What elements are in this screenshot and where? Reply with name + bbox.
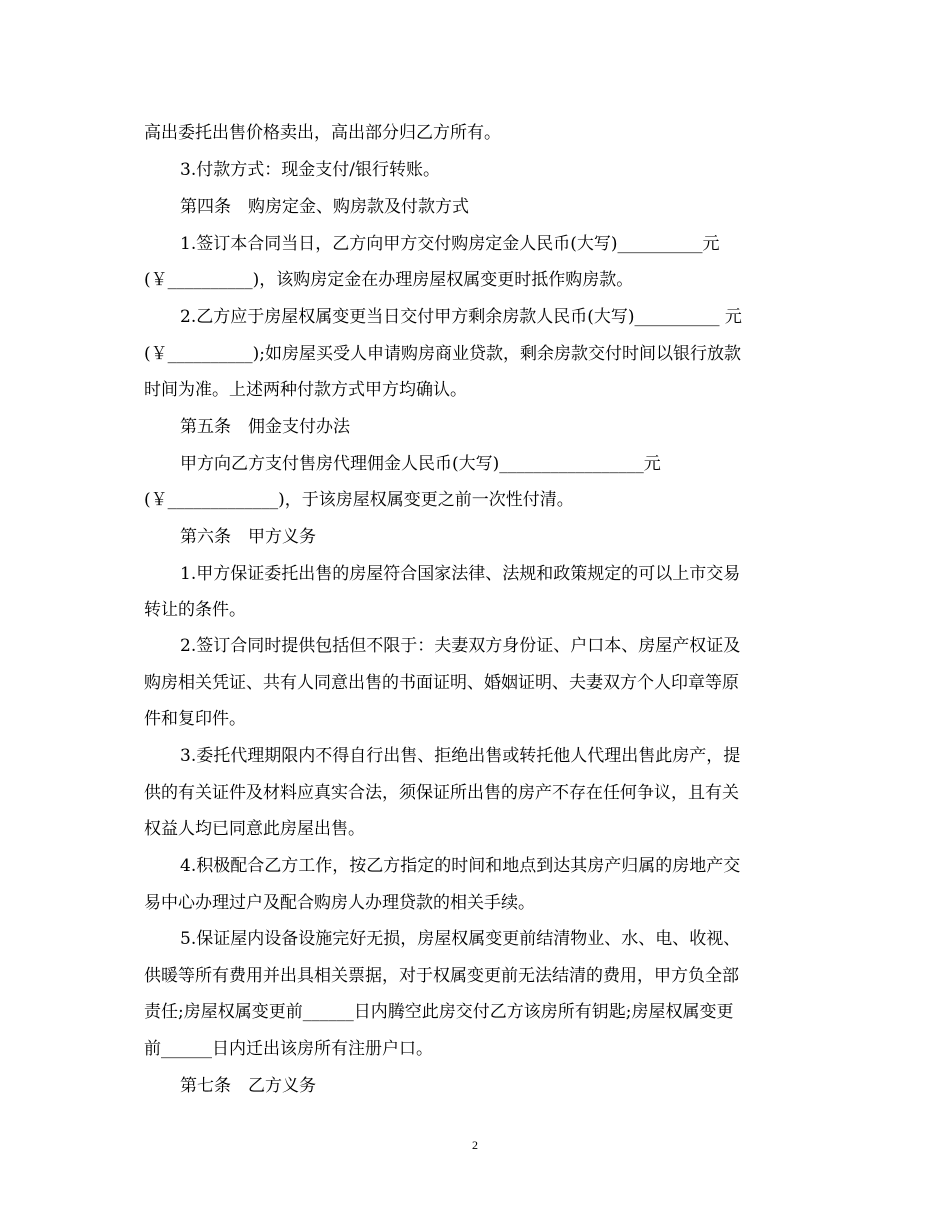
text-line: 件和复印件。 xyxy=(144,709,246,729)
text-line: 甲方向乙方支付售房代理佣金人民币(大写)_________________元 xyxy=(180,454,661,474)
text-line: 高出委托出售价格卖出，高出部分归乙方所有。 xyxy=(144,123,501,143)
text-line: 时间为准。上述两种付款方式甲方均确认。 xyxy=(144,380,467,400)
text-line: 易中心办理过户及配合购房人办理贷款的相关手续。 xyxy=(144,893,535,913)
text-line: 转让的条件。 xyxy=(144,600,246,620)
text-line: 购房相关凭证、共有人同意出售的书面证明、婚姻证明、夫妻双方个人印章等原 xyxy=(144,673,739,693)
text-line: 权益人均已同意此房屋出售。 xyxy=(144,819,365,839)
text-line: 3.付款方式：现金支付/银行转账。 xyxy=(180,160,440,180)
text-line: (￥_____________)，于该房屋权属变更之前一次性付清。 xyxy=(144,490,574,510)
text-line: 第四条 购房定金、购房款及付款方式 xyxy=(180,197,469,217)
text-line: 2.签订合同时提供包括但不限于：夫妻双方身份证、户口本、房屋产权证及 xyxy=(180,636,741,656)
text-line: 第六条 甲方义务 xyxy=(180,527,316,547)
text-line: 4.积极配合乙方工作，按乙方指定的时间和地点到达其房产归属的房地产交 xyxy=(180,856,741,876)
text-line: (￥__________)，该购房定金在办理房屋权属变更时抵作购房款。 xyxy=(144,270,634,290)
text-line: 1.签订本合同当日，乙方向甲方交付购房定金人民币(大写)__________元 xyxy=(180,234,720,254)
document-body xyxy=(144,115,809,1105)
page-number: 2 xyxy=(472,1138,478,1152)
text-line: 1.甲方保证委托出售的房屋符合国家法律、法规和政策规定的可以上市交易 xyxy=(180,564,741,584)
text-line: 供的有关证件及材料应真实合法，须保证所出售的房产不存在任何争议，且有关 xyxy=(144,783,739,803)
text-line: 供暖等所有费用并出具相关票据，对于权属变更前无法结清的费用，甲方负全部 xyxy=(144,966,739,986)
text-line: 第七条 乙方义务 xyxy=(180,1076,316,1096)
text-line: 前______日内迁出该房所有注册户口。 xyxy=(144,1039,433,1059)
text-line: 3.委托代理期限内不得自行出售、拒绝出售或转托他人代理出售此房产，提 xyxy=(180,746,741,766)
text-line: 责任;房屋权属变更前______日内腾空此房交付乙方该房所有钥匙;房屋权属变更 xyxy=(144,1002,734,1022)
text-line: (￥__________);如房屋买受人申请购房商业贷款，剩余房款交付时间以银行放款 xyxy=(144,344,741,364)
text-line: 5.保证屋内设备设施完好无损，房屋权属变更前结清物业、水、电、收视、 xyxy=(180,929,741,949)
text-line: 第五条 佣金支付办法 xyxy=(180,417,350,437)
text-line: 2.乙方应于房屋权属变更当日交付甲方剩余房款人民币(大写)__________ 元 xyxy=(180,307,742,327)
